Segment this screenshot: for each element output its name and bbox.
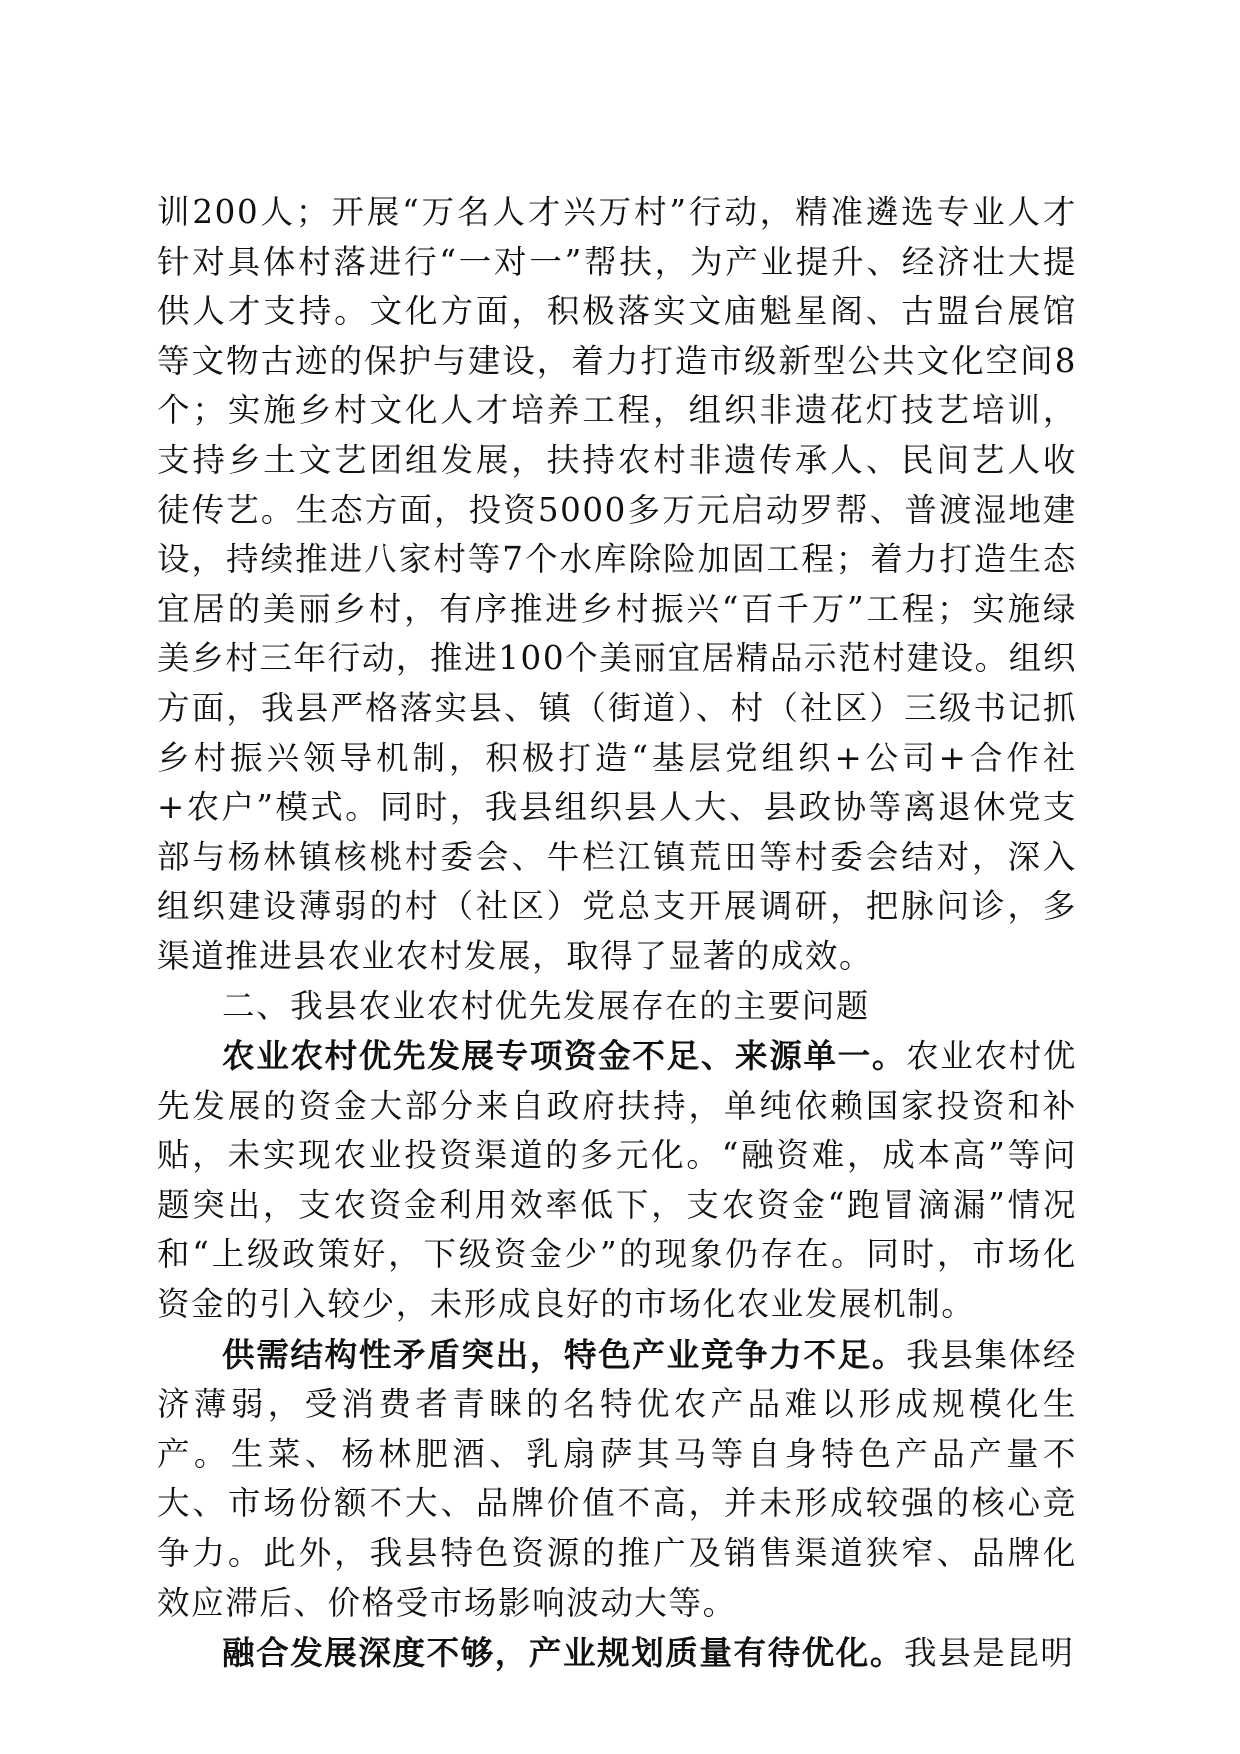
paragraph-funding-problem	[157, 1031, 1077, 1330]
paragraph-lead-sentence: 农业农村优先发展专项资金不足、来源单一。	[222, 1036, 907, 1076]
paragraph-text: 我县是昆明	[904, 1634, 1075, 1673]
document-body	[157, 188, 1077, 1679]
section-heading-main-problems	[157, 982, 1077, 1032]
paragraph-integration-problem	[157, 1628, 1077, 1679]
paragraph-talent-culture-ecology-organization	[157, 188, 1077, 982]
paragraph-text: 我县集体经济薄弱，受消费者青睐的名特优农产品难以形成规模化生产。生菜、杨林肥酒、乳扇萨其马等自身特色产品产量不大、市场份额不大、品牌价值不高，并未形成较强的核心竞争力。此外，我县特色资源的推广及销售渠道狭窄、品牌化效应滞后、价格受市场影响波动大等。	[157, 1335, 1077, 1622]
paragraph-supply-demand-problem	[157, 1330, 1077, 1629]
section-heading-text: 二、我县农业农村优先发展存在的主要问题	[222, 986, 870, 1025]
paragraph-text: 农业农村优先发展的资金大部分来自政府扶持，单纯依赖国家投资和补贴，未实现农业投资渠道的多元化。“融资难，成本高”等问题突出，支农资金利用效率低下，支农资金“跑冒滴漏”情况和“上级政策好，下级资金少”的现象仍存在。同时，市场化资金的引入较少，未形成良好的市场化农业发展机制。	[157, 1037, 1077, 1324]
paragraph-lead-sentence: 供需结构性矛盾突出，特色产业竞争力不足。	[222, 1334, 907, 1374]
paragraph-text: 训200人；开展“万名人才兴万村”行动，精准遴选专业人才针对具体村落进行“一对一”帮扶，为产业提升、经济壮大提供人才支持。文化方面，积极落实文庙魁星阁、古盟台展馆等文物古迹的保护与建设，着力打造市级新型公共文化空间8个；实施乡村文化人才培养工程，组织非遗花灯技艺培训，支持乡土文艺团组发展，扶持农村非遗传承人、民间艺人收徒传艺。生态方面，投资5000多万元启动罗帮、普渡湿地建设，持续推进八家村等7个水库除险加固工程；着力打造生态宜居的美丽乡村，有序推进乡村振兴“百千万”工程；实施绿美乡村三年行动，推进100个美丽宜居精品示范村建设。组织方面，我县严格落实县、镇（街道）、村（社区）三级书记抓乡村振兴领导机制，积极打造“基层党组织+公司+合作社+农户”模式。同时，我县组织县人大、县政协等离退休党支部与杨林镇核桃村委会、牛栏江镇荒田等村委会结对，深入组织建设薄弱的村（社区）党总支开展调研，把脉问诊，多渠道推进县农业农村发展，取得了显著的成效。	[157, 193, 1077, 975]
paragraph-lead-sentence: 融合发展深度不够，产业规划质量有待优化。	[222, 1633, 905, 1673]
